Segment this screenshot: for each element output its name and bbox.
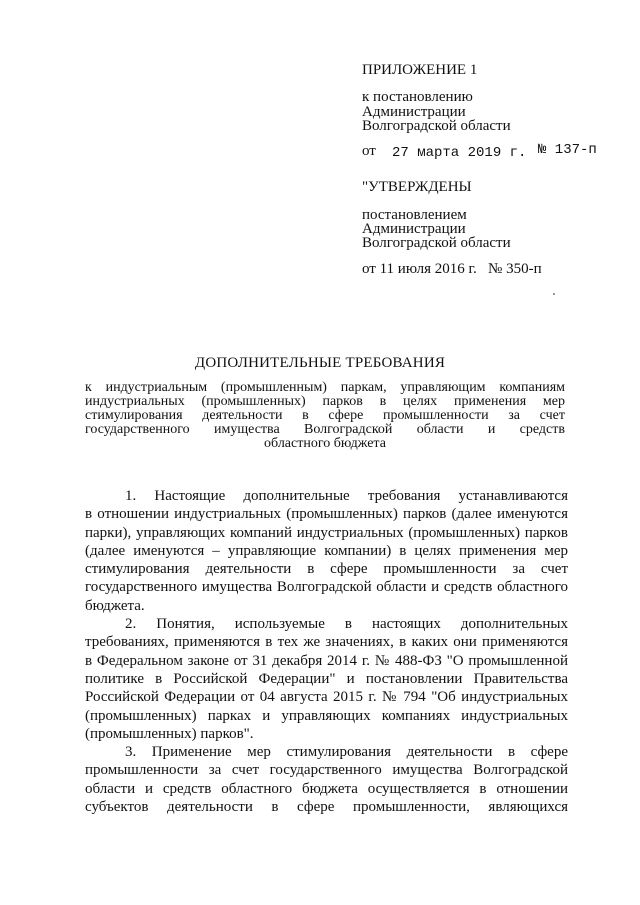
body-line: стимулирования деятельности в сфере промышленности за счет bbox=[85, 561, 568, 578]
body-line: в Федеральном законе от 31 декабря 2014 г. № 488-ФЗ "О промышленной bbox=[85, 652, 568, 669]
appendix-to-line-1: к постановлению bbox=[362, 89, 473, 105]
body-line: (далее именуются – управляющие компании) в целях применения мер bbox=[85, 542, 568, 559]
body-line: государственного имущества Волгоградской области и средств областного bbox=[85, 579, 568, 596]
body-line: Российской Федерации от 04 августа 2015 г. № 794 "Об индустриальных bbox=[85, 689, 568, 706]
body-line: промышленности за счет государственного имущества Волгоградской bbox=[85, 762, 568, 779]
body-line: в отношении индустриальных (промышленных) парков (далее именуются bbox=[85, 506, 568, 523]
body-line: парки), управляющих компаний индустриальных (промышленных) парков bbox=[85, 524, 568, 541]
approved-line-1: постановлением bbox=[362, 207, 467, 223]
body-line: области и средств областного бюджета осуществляется в отношении bbox=[85, 780, 568, 797]
decree-number: № 137-п bbox=[538, 142, 597, 158]
appendix-label: ПРИЛОЖЕНИЕ 1 bbox=[362, 62, 478, 78]
document-title: ДОПОЛНИТЕЛЬНЫЕ ТРЕБОВАНИЯ bbox=[194, 355, 446, 371]
appendix-to-line-2: Администрации bbox=[362, 104, 466, 120]
body-line: бюджета. bbox=[85, 597, 145, 614]
body-line: 1. Настоящие дополнительные требования устанавливаются bbox=[125, 488, 568, 504]
subtitle-line: государственного имущества Волгоградской области и средств bbox=[85, 422, 565, 437]
body-line: субъектов деятельности в сфере промышленности, являющихся bbox=[85, 799, 568, 816]
body-line: (промышленных) парков". bbox=[85, 725, 254, 742]
from-label: от bbox=[362, 143, 376, 159]
body-line: 2. Понятия, используемые в настоящих дополнительных bbox=[125, 616, 568, 633]
subtitle-line: стимулирования деятельности в сфере промышленности за счет bbox=[85, 408, 565, 423]
approved-label: "УТВЕРЖДЕНЫ bbox=[362, 179, 472, 195]
document-subtitle bbox=[85, 381, 565, 451]
decree-date: 27 марта 2019 г. bbox=[392, 145, 527, 161]
subtitle-line: к индустриальным (промышленным) паркам, управляющим компаниям bbox=[85, 380, 565, 395]
body-line: требованиях, применяются в тех же значениях, в каких они применяются bbox=[85, 634, 568, 651]
body-line: (промышленных) парках и управляющих компаниях индустриальных bbox=[85, 707, 568, 724]
approved-line-3: Волгоградской области bbox=[362, 235, 511, 251]
approved-date-line: от 11 июля 2016 г. № 350-п bbox=[362, 261, 542, 277]
document-body bbox=[85, 487, 568, 816]
approved-line-2: Администрации bbox=[362, 221, 466, 237]
body-line: политике в Российской Федерации" и постановлении Правительства bbox=[85, 670, 568, 687]
appendix-to-line-3: Волгоградской области bbox=[362, 118, 511, 134]
subtitle-line: индустриальных (промышленных) парков в целях применения мер bbox=[85, 394, 565, 409]
body-line: 3. Применение мер стимулирования деятельности в сфере bbox=[125, 744, 568, 761]
scan-speck bbox=[553, 293, 555, 295]
subtitle-line: областного бюджета bbox=[264, 436, 386, 451]
